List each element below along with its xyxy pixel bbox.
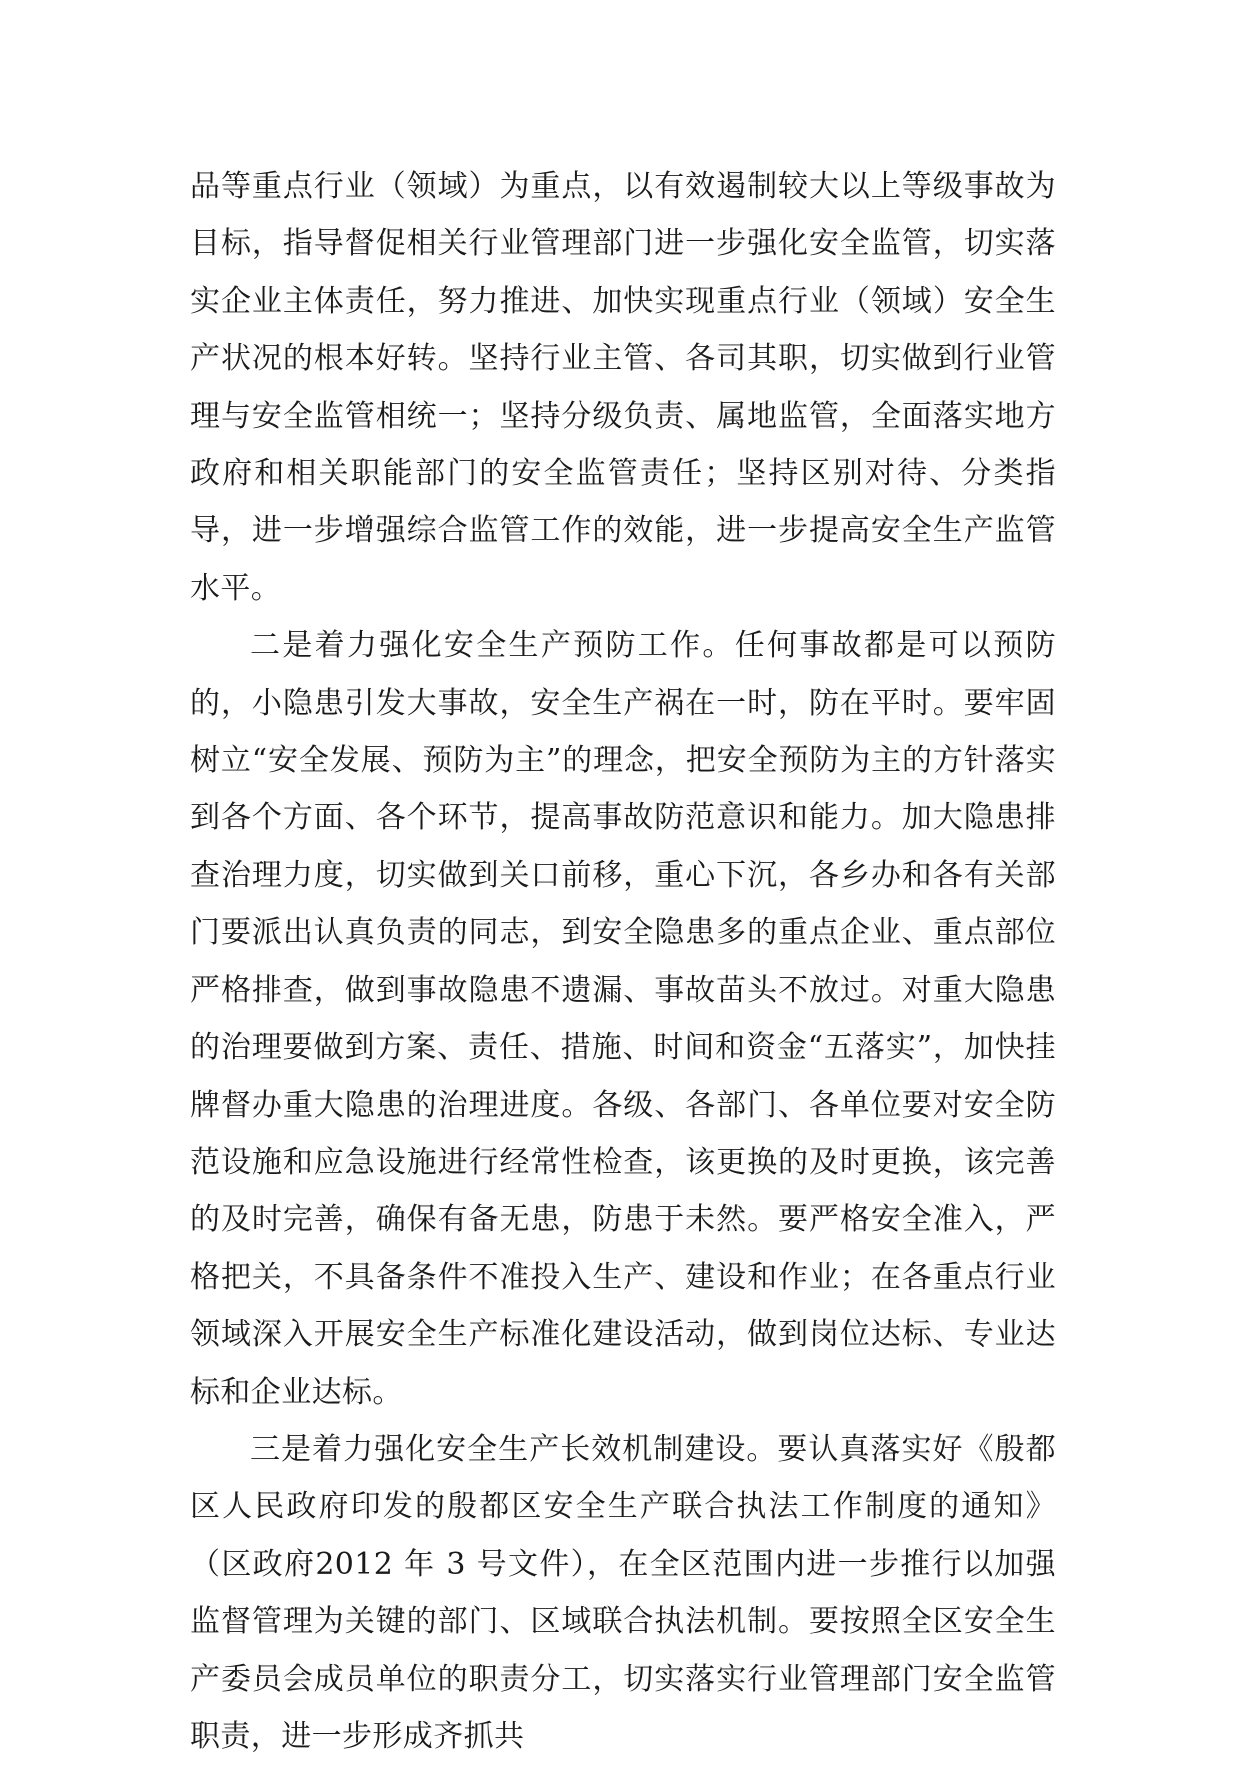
document-body bbox=[190, 158, 1056, 1765]
paragraph-prevention: 二是着力强化安全生产预防工作。任何事故都是可以预防的，小隐患引发大事故，安全生产祸在一时，防在平时。要牢固树立“安全发展、预防为主”的理念，把安全预防为主的方针落实到各个方面、各个环节，提高事故防范意识和能力。加大隐患排查治理力度，切实做到关口前移，重心下沉，各乡办和各有关部门要派出认真负责的同志，到安全隐患多的重点企业、重点部位严格排查，做到事故隐患不遗漏、事故苗头不放过。对重大隐患的治理要做到方案、责任、措施、时间和资金“五落实”，加快挂牌督办重大隐患的治理进度。各级、各部门、各单位要对安全防范设施和应急设施进行经常性检查，该更换的及时更换，该完善的及时完善，确保有备无患，防患于未然。要严格安全准入，严格把关，不具备条件不准投入生产、建设和作业；在各重点行业领域深入开展安全生产标准化建设活动，做到岗位达标、专业达标和企业达标。 bbox=[190, 628, 1056, 1410]
paragraph-long-term-mechanism: 三是着力强化安全生产长效机制建设。要认真落实好《殷都区人民政府印发的殷都区安全生产联合执法工作制度的通知》（区政府2012 年 3 号文件），在全区范围内进一步推行以加强监督管理为关键的部门、区域联合执法机制。要按照全区安全生产委员会成员单位的职责分工，切实落实行业管理部门安全监管职责，进一步形成齐抓共 bbox=[190, 1431, 1056, 1754]
paragraph-continued: 品等重点行业（领域）为重点，以有效遏制较大以上等级事故为目标，指导督促相关行业管理部门进一步强化安全监管，切实落实企业主体责任，努力推进、加快实现重点行业（领域）安全生产状况的根本好转。坚持行业主管、各司其职，切实做到行业管理与安全监管相统一；坚持分级负责、属地监管，全面落实地方政府和相关职能部门的安全监管责任；坚持区别对待、分类指导，进一步增强综合监管工作的效能，进一步提高安全生产监管水平。 bbox=[190, 169, 1056, 606]
